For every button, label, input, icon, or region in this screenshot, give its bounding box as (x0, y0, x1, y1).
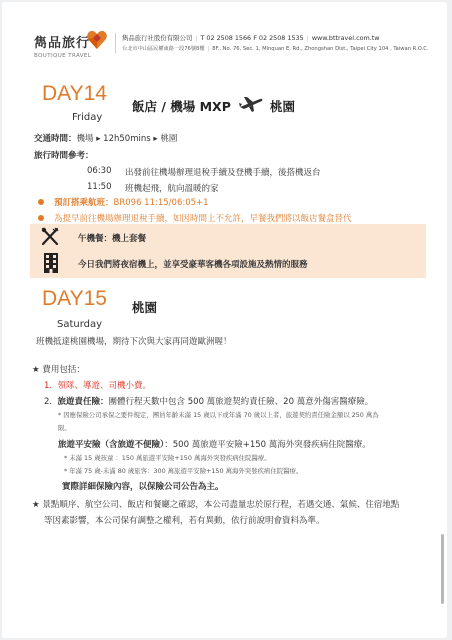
fees-item-1: 1. 領隊、導遊、司機小費。 (44, 381, 152, 391)
insurance-note: * 因應保險公司承保之要件規定，團員年齡未滿 15 歲以下或年滿 70 歲以上者，旅遊契約責任險金額以 250 萬為 (58, 411, 379, 419)
day15-route: 桃園 (132, 300, 158, 315)
airplane-icon (239, 95, 263, 113)
insurance-note: * 未滿 15 歲孩童 ：150 萬旅遊平安險+150 萬海外突發疾病住院醫療。 (64, 454, 271, 462)
schedule-time: 06:30 (87, 166, 112, 176)
vertical-scrollbar[interactable] (441, 534, 444, 604)
bullet-dot (38, 199, 44, 205)
fees-title: ★ 費用包括： (32, 365, 85, 375)
insurance-detail: 實際詳細保險內容，以保險公司公告為主。 (62, 482, 224, 492)
day15-title: DAY15 (42, 287, 107, 310)
website-link[interactable]: www.bttravel.com.tw (311, 34, 380, 42)
company-address: 台北市中山區民權東路一段76號8樓 | 8F., No. 76, Sec. 1, Minquan E. Rd., Zhongshan Dist., Taipei City 104 , Taiwan R.O.C. (122, 46, 429, 52)
fees-item-2: 2. 旅遊責任險：團體行程天數中包含 500 萬旅遊契約責任險、20 萬意外傷害醫療險。 (44, 397, 374, 407)
phone: 02 2508 1566 (206, 34, 252, 42)
time-reference-label: 旅行時間參考： (34, 151, 94, 161)
schedule-time: 11:50 (87, 182, 112, 192)
hotel-info: 今日我們將夜宿機上，並享受豪華客機各項設施及熱情的服務 (78, 260, 308, 270)
lunch-info: 午機餐：機上套餐 (78, 234, 147, 244)
day14-title: DAY14 (42, 82, 107, 105)
day14-route-to: 桃園 (270, 99, 296, 114)
logo-chinese: 雋品旅行 (34, 36, 91, 51)
tax-refund-note: 為提早前往機場辦理退稅手續，如因時間上不允許，早餐我們將以飯店餐盒替代 (54, 214, 352, 224)
day15-text: 班機抵達桃園機場，期待下次與大家再同遊歐洲喔！ (36, 337, 232, 347)
day14-weekday: Friday (72, 112, 103, 123)
day14-route-from: 飯店 / 機場 MXP (132, 99, 231, 114)
company-info: 雋品旅行社股份有限公司 | T 02 2508 1566 F 02 2508 1535 | www.bttravel.com.tw (122, 34, 380, 42)
logo-heart-icon (86, 29, 108, 51)
fork-knife-icon (40, 227, 60, 247)
company-name: 雋品旅行社股份有限公司 (122, 34, 193, 42)
flight-info: 預訂搭乘航班：BR096 11:15/06:05+1 (54, 198, 209, 208)
star-icon: ★ (32, 500, 40, 510)
header-divider (115, 33, 116, 53)
schedule-text: 出發前往機場辦理退稅手續及登機手續，後搭機返台 (125, 168, 321, 178)
fax: 02 2508 1535 (258, 34, 304, 42)
star-icon: ★ (32, 365, 40, 375)
insurance-note: * 年滿 75 歲-未滿 80 歲旅客：300 萬旅遊平安險+150 萬海外突發疾病住院醫療。 (64, 467, 303, 475)
disclaimer-cont: 等因素影響，本公司保有調整之權利，若有異動，依行前說明會資料為準。 (44, 516, 325, 526)
building-icon (42, 252, 60, 274)
document-page (2, 2, 447, 638)
insurance-note: 限。 (58, 424, 71, 432)
transport-time: 交通時間：機場 ▸ 12h50mins ▸ 桃園 (34, 134, 178, 144)
logo-english: BOUTIQUE TRAVEL (34, 53, 92, 59)
day15-weekday: Saturday (57, 319, 103, 330)
logo (34, 32, 91, 59)
bullet-dot (38, 215, 44, 221)
disclaimer: ★ 景點順序、航空公司、飯店和餐廳之確認，本公司盡量忠於原行程，若遇交通、氣候、住宿地點 (32, 500, 400, 510)
schedule-text: 班機起飛，航向溫暖的家 (125, 184, 219, 194)
travel-insurance: 旅遊平安險（含旅遊不便險）：500 萬旅遊平安險+150 萬海外突發疾病住院醫療。 (58, 440, 371, 450)
